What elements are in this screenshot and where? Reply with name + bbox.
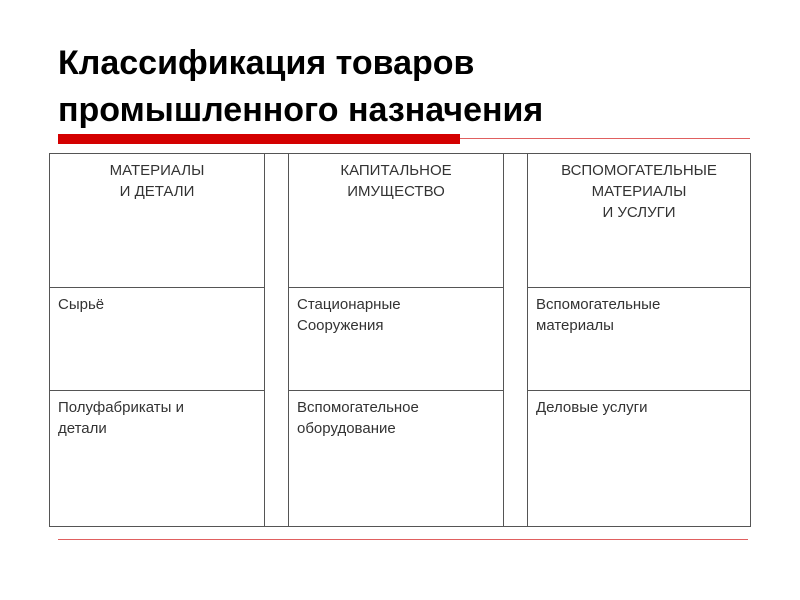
title-accent-bar [58, 134, 460, 144]
slide-title-line-2: промышленного назначения [58, 91, 544, 129]
title-accent-line [460, 138, 750, 139]
classification-table [49, 153, 751, 527]
header-cell-auxiliary: ВСПОМОГАТЕЛЬНЫЕ МАТЕРИАЛЫ И УСЛУГИ [528, 154, 751, 288]
slide-title-line-1: Классификация товаров [58, 44, 475, 82]
table-header-row [50, 154, 751, 288]
table-row [50, 391, 751, 527]
column-gap-2 [504, 154, 528, 527]
header-cell-materials: МАТЕРИАЛЫ И ДЕТАЛИ [50, 154, 265, 288]
column-gap-1 [265, 154, 289, 527]
footer-divider-line [58, 539, 748, 540]
table-cell: Деловые услуги [528, 391, 751, 527]
header-cell-capital: КАПИТАЛЬНОЕ ИМУЩЕСТВО [289, 154, 504, 288]
table-cell: Вспомогательное оборудование [289, 391, 504, 527]
table-cell: Вспомогательные материалы [528, 288, 751, 391]
table-row [50, 288, 751, 391]
table-cell: Сырьё [50, 288, 265, 391]
table-cell: Стационарные Сооружения [289, 288, 504, 391]
slide-title [58, 40, 758, 134]
table-cell: Полуфабрикаты и детали [50, 391, 265, 527]
